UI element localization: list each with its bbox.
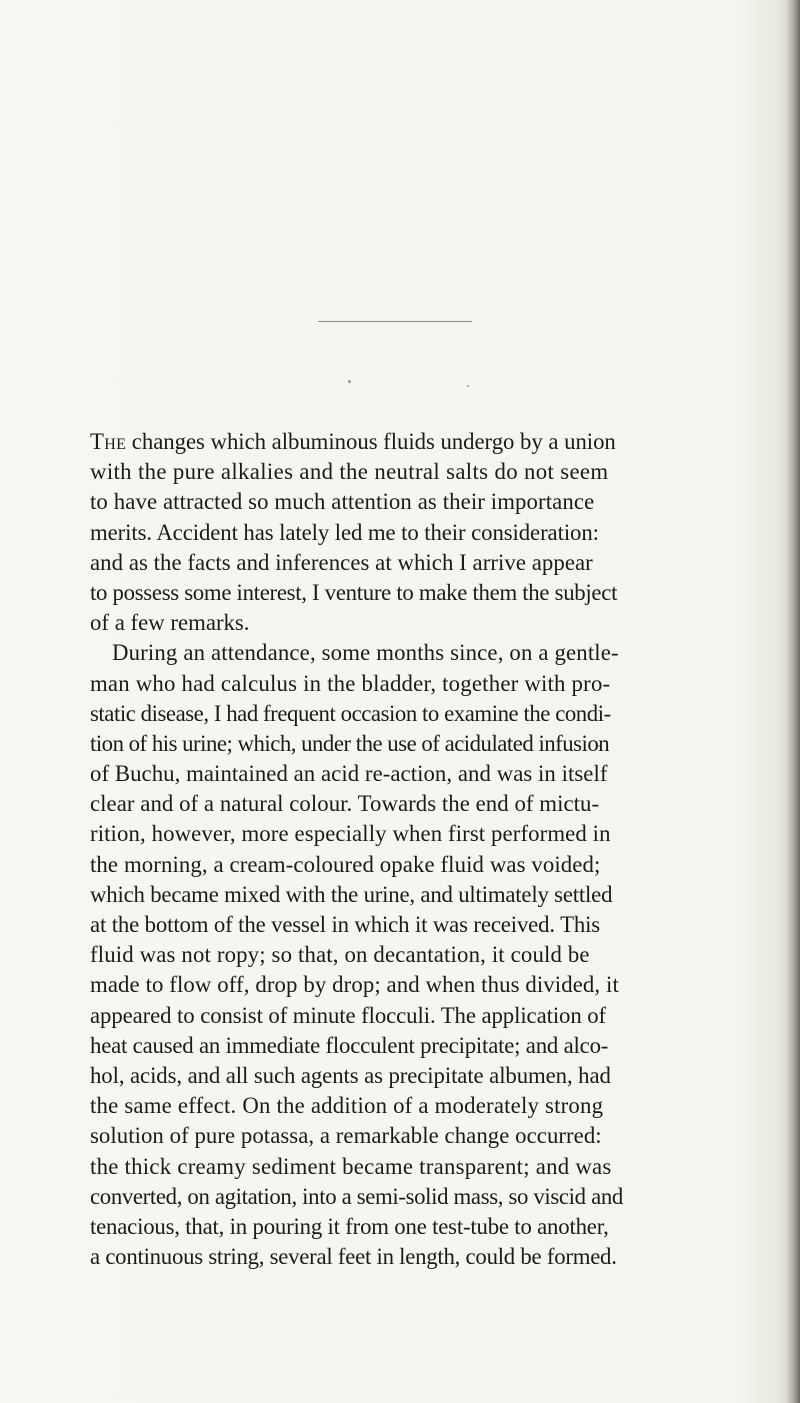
paragraph-2-line: heat caused an immediate flocculent precipitate; and alco-	[90, 1032, 609, 1058]
ink-speck	[467, 385, 469, 387]
paragraph-2-line: converted, on agitation, into a semi-solid mass, so viscid and	[90, 1183, 623, 1209]
ink-speck	[348, 380, 351, 383]
paragraph-2-line: a continuous string, several feet in length, could be formed.	[90, 1244, 617, 1270]
paragraph-1-line: of a few remarks.	[90, 610, 250, 636]
body-text	[90, 427, 796, 1272]
paragraph-2-line: solution of pure potassa, a remarkable change occurred:	[90, 1123, 602, 1149]
paragraph-2-line: hol, acids, and all such agents as precipitate albumen, had	[90, 1062, 611, 1088]
paragraph-2-line: man who had calculus in the bladder, together with pro-	[90, 670, 611, 696]
paragraph-2-line: the thick creamy sediment became transparent; and was	[90, 1153, 612, 1179]
paragraph-2-line: the same effect. On the addition of a moderately strong	[90, 1093, 604, 1119]
paragraph-2-line: rition, however, more especially when first performed in	[90, 821, 611, 847]
paragraph-1-line: to have attracted so much attention as their importance	[90, 489, 595, 515]
paragraph-2-line: the morning, a cream-coloured opake fluid was voided;	[90, 851, 601, 877]
paragraph-2-line: made to flow off, drop by drop; and when thus divided, it	[90, 972, 619, 998]
paragraph-2-line: static disease, I had frequent occasion to examine the condi-	[90, 700, 611, 726]
paragraph-2-line: fluid was not ropy; so that, on decantation, it could be	[90, 942, 590, 968]
paragraph-2-line: appeared to consist of minute flocculi. The application of	[90, 1002, 607, 1028]
paragraph-2-line: which became mixed with the urine, and ultimately settled	[90, 881, 613, 907]
paragraph-2-line: clear and of a natural colour. Towards the end of mictu-	[90, 791, 600, 817]
lead-word: The	[90, 429, 127, 454]
paragraph-1-line: merits. Accident has lately led me to their consideration:	[90, 519, 599, 545]
paragraph-2-line: tenacious, that, in pouring it from one test-tube to another,	[90, 1213, 609, 1239]
paragraph-1-line: and as the facts and inferences at which I arrive appear	[90, 549, 593, 575]
paragraph-2-line: tion of his urine; which, under the use of acidulated infusion	[90, 730, 610, 756]
paragraph-1-line: with the pure alkalies and the neutral salts do not seem	[90, 459, 609, 485]
paragraph-1-line-1-rest: changes which albuminous fluids undergo by a union	[126, 429, 616, 454]
paragraph-2-line: of Buchu, maintained an acid re-action, and was in itself	[90, 761, 608, 787]
paragraph-2-line: at the bottom of the vessel in which it was received. This	[90, 912, 601, 937]
header-rule	[318, 321, 472, 322]
paragraph-1-line: to possess some interest, I venture to make them the subject	[90, 579, 618, 605]
paragraph-2-line: During an attendance, some months since, on a gentle-	[112, 640, 619, 666]
paragraph-1-line	[90, 427, 796, 457]
